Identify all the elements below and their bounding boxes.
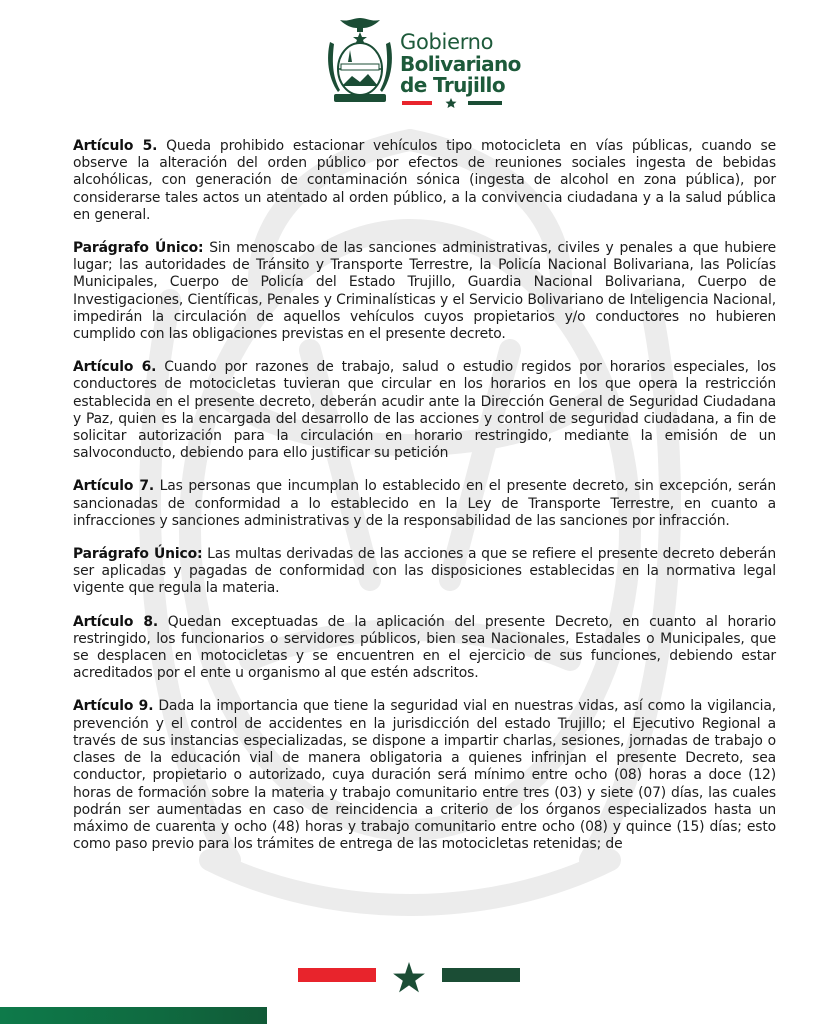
brand-flag-stripes-icon	[402, 98, 502, 108]
star-icon	[393, 962, 425, 992]
green-stripe	[442, 968, 520, 982]
header-logo	[320, 14, 520, 106]
article-body: Quedan exceptuadas de la aplicación del presente Decreto, en cuanto al horario restringido, los funcionarios o servidores públicos, bien sea Nacionales, Estadales o Municipales, que se desplacen en motocicletas y se encuentren en el ejercicio de sus funciones, debiendo estar acreditados por el ente u organismo al que estén adscritos.	[73, 613, 777, 682]
article-heading: Parágrafo Único:	[73, 546, 203, 563]
coat-of-arms-icon	[320, 14, 400, 106]
bottom-accent-bar	[0, 1007, 267, 1024]
article-heading: Artículo 9.	[73, 698, 154, 715]
article-body: Dada la importancia que tiene la seguridad vial en nuestras vidas, así como la vigilancia, prevención y el control de accidentes en la jurisdicción del estado Trujillo; el Ejecutivo Regional a través de sus instancias especializadas, se dispone a impartir charlas, sesiones, jornadas de trabajo o clases de la educación vial de manera obligatoria a quienes infrinjan el presente Decreto, sea conductor, propietario o autorizado, cuya duración será mínimo entre ocho (08) horas a doce (12) horas de formación sobre la materia y trabajo comunitario entre tres (03) y siete (07) días, las cuales podrán ser aumentadas en caso de reincidencia a criterio de los órganos especializados hasta un máximo de cuarenta y ocho (48) horas y trabajo comunitario entre ocho (08) y quince (15) días; esto como paso previo para los trámites de entrega de las motocicletas retenidas; de	[73, 698, 776, 853]
article-heading: Artículo 8.	[73, 613, 159, 630]
brand-line-bolivariano: Bolivariano	[400, 52, 521, 76]
article-body: Las personas que incumplan lo establecido en el presente decreto, sin excepción, serán sancionadas de conformidad a lo establecido en la Ley de Transporte Terrestre, en cuanto a infracciones y sanciones administrativas y de la responsabilidad de las sanciones por infracción.	[73, 478, 776, 529]
footer-flag-stripes-icon	[298, 962, 520, 998]
article-body: Las multas derivadas de las acciones a que se refiere el presente decreto deberán ser aplicadas y pagadas de conformidad con las disposiciones establecidas en la normativa legal vigente que regula la materia.	[73, 546, 776, 597]
article-8	[73, 614, 776, 683]
article-heading: Artículo 5.	[73, 138, 158, 154]
article-5	[73, 138, 776, 224]
article-body: Sin menoscabo de las sanciones administrativas, civiles y penales a que hubiere lugar; las autoridades de Tránsito y Transporte Terrestre, la Policía Nacional Bolivariana, las Policías Municipales, Cuerpo de Policía del Estado Trujillo, Guardia Nacional Bolivariana, Cuerpo de Investigaciones, Científicas, Penales y Criminalísticas y el Servicio Bolivariano de Inteligencia Nacional, impedirán la circulación de aquellos vehículos cuyos propietarios y/o conductores no hubieren cumplido con las obligaciones previstas en el presente decreto.	[73, 240, 776, 343]
article-heading: Artículo 7.	[73, 478, 154, 495]
article-6	[73, 359, 776, 462]
article-body: Queda prohibido estacionar vehículos tipo motocicleta en vías públicas, cuando se observe la alteración del orden público por efectos de reuniones sociales ingesta de bebidas alcohólicas, con generación de contaminación sónica (ingesta de alcohol en zona pública), por considerarse tales actos un atentado al orden público, a la convivencia ciudadana y a la salud pública en general.	[73, 138, 776, 223]
paragrafo-unico-2	[73, 546, 776, 598]
decree-text	[73, 138, 776, 869]
brand-name	[400, 32, 521, 95]
article-heading: Parágrafo Único:	[73, 240, 204, 257]
brand-line-gobierno: Gobierno	[400, 30, 494, 54]
article-9	[73, 698, 776, 853]
red-stripe	[298, 968, 376, 982]
brand-line-trujillo: de Trujillo	[400, 73, 505, 97]
article-body: Cuando por razones de trabajo, salud o estudio regidos por horarios especiales, los conductores de motocicletas tuvieran que circular en los horarios en los que opera la restricción establecida en el presente decreto, deberán acudir ante la Dirección General de Seguridad Ciudadana y Paz, quien es la encargada del desarrollo de las acciones y control de seguridad ciudadana, a fin de solicitar autorización para la circulación en horario restringido, mediante la emisión de un salvoconducto, debiendo para ello justificar su petición	[73, 359, 777, 462]
paragrafo-unico-1	[73, 240, 776, 343]
article-7	[73, 478, 776, 530]
article-heading: Artículo 6.	[73, 359, 157, 376]
